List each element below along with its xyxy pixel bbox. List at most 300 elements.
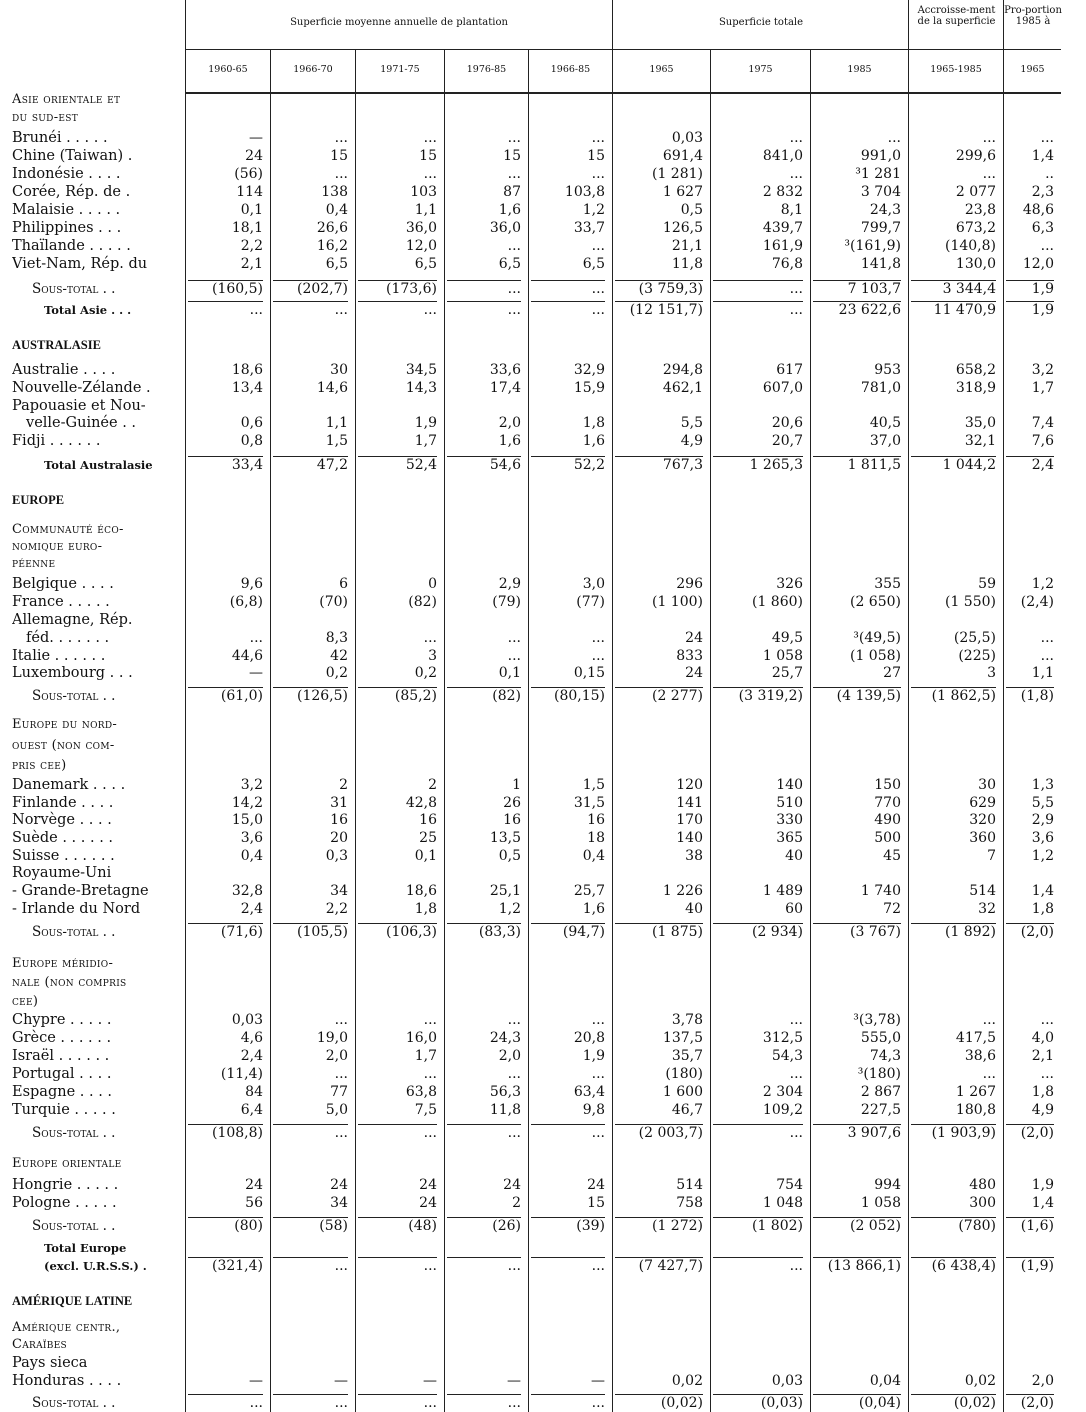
cell-1965: 21,1 (671, 238, 703, 254)
cell-1965: (1,6) (1006, 1217, 1054, 1234)
cell-1985: 2 867 (860, 1084, 901, 1100)
total-row (0, 456, 1086, 474)
cell-1960-65: (11,4) (220, 1066, 263, 1082)
cell-1966-70: 2 (339, 777, 348, 793)
group-row (0, 1155, 1086, 1173)
group-row (0, 955, 1086, 973)
region-row (0, 336, 1086, 354)
cell-1965-1985: (1 903,9) (911, 1124, 996, 1141)
cell-1966-85: 103,8 (564, 184, 605, 200)
cell-1966-85: ... (591, 238, 605, 254)
cell-1965-1985: 629 (969, 795, 996, 811)
cell-1965: 1,1 (1031, 665, 1054, 681)
cell-1975: 76,8 (771, 256, 803, 272)
cell-1966-70: (58) (273, 1217, 348, 1234)
cell-1975: ... (789, 1066, 803, 1082)
cell-1965: 5,5 (680, 415, 703, 431)
cell-1965-1985: 417,5 (955, 1030, 996, 1046)
table-row (0, 864, 1086, 882)
cell-1971-75: ... (358, 1394, 437, 1411)
subtotal-row (0, 1394, 1086, 1412)
row-label: Espagne . . . . (12, 1084, 113, 1100)
row-label: ouest (non com- (12, 738, 115, 753)
row-label: Nouvelle-Zélande . (12, 380, 151, 396)
cell-1966-70: 0,2 (325, 665, 348, 681)
cell-1965: 46,7 (671, 1102, 703, 1118)
cell-1960-65: ... (249, 630, 263, 646)
cell-1966-85: 1,6 (582, 433, 605, 449)
row-label: Philippines . . . (12, 220, 122, 236)
cell-1966-70: 34 (330, 1195, 348, 1211)
cell-1966-70: ... (273, 301, 348, 318)
cell-1966-85: ... (591, 166, 605, 182)
row-label: Portugal . . . . (12, 1066, 112, 1082)
cell-1965: 1 600 (662, 1084, 703, 1100)
cell-1966-85: 20,8 (573, 1030, 605, 1046)
cell-1966-85: 15 (587, 148, 605, 164)
cell-1966-70: 2,0 (325, 1048, 348, 1064)
cell-1965-1985: (1 892) (911, 923, 996, 940)
cell-1985: ³(49,5) (853, 630, 901, 646)
cell-1966-70: (70) (319, 594, 348, 610)
table-row (0, 1029, 1086, 1047)
cell-1976-85: ... (507, 1066, 521, 1082)
row-label: nomique euro- (12, 539, 103, 554)
group-row (0, 91, 1086, 109)
cell-1960-65: 2,2 (240, 238, 263, 254)
cell-1966-85: ... (591, 1066, 605, 1082)
cell-1985: (3 767) (813, 923, 901, 940)
cell-1965: 0,5 (680, 202, 703, 218)
cell-1985: (2 650) (849, 594, 901, 610)
cell-1971-75: 1,8 (414, 901, 437, 917)
total-row (0, 1239, 1086, 1257)
cell-1966-70: 15 (330, 148, 348, 164)
cell-1985: 770 (874, 795, 901, 811)
cell-1965-1985: 299,6 (955, 148, 996, 164)
cell-1971-75: 34,5 (405, 362, 437, 378)
cell-1971-75: 0,1 (414, 848, 437, 864)
cell-1966-85: 1,6 (582, 901, 605, 917)
row-label: Indonésie . . . . (12, 166, 121, 182)
cell-1971-75: 25 (419, 830, 437, 846)
cell-1976-85: 6,5 (498, 256, 521, 272)
cell-1965: (7 427,7) (615, 1257, 703, 1274)
cell-1966-70: 0,4 (325, 202, 348, 218)
row-label: Belgique . . . . (12, 576, 114, 592)
cell-1966-70: 1,1 (325, 415, 348, 431)
cell-1965-1985: 0,02 (964, 1373, 996, 1389)
cell-1976-85: 1,6 (498, 433, 521, 449)
cell-1976-85: 11,8 (489, 1102, 521, 1118)
row-label: Thaïlande . . . . . (12, 238, 131, 254)
cell-1966-85: 31,5 (573, 795, 605, 811)
column-header: 1975 (748, 64, 773, 75)
cell-1966-70: 0,3 (325, 848, 348, 864)
cell-1965-1985: 59 (978, 576, 996, 592)
cell-1976-85: 0,5 (498, 848, 521, 864)
table-row (0, 664, 1086, 682)
cell-1966-70: 2,2 (325, 901, 348, 917)
cell-1965-1985: (780) (911, 1217, 996, 1234)
cell-1965-1985: 360 (969, 830, 996, 846)
cell-1965: 3,6 (1031, 830, 1054, 846)
cell-1960-65: 3,2 (240, 777, 263, 793)
cell-1966-85: ... (531, 280, 605, 297)
cell-1960-65: ... (188, 1394, 263, 1411)
cell-1965: 1,8 (1031, 901, 1054, 917)
cell-1966-85: 16 (587, 812, 605, 828)
row-label: Italie . . . . . . (12, 648, 106, 664)
cell-1975: ... (789, 130, 803, 146)
row-label: - Irlande du Nord (12, 901, 141, 917)
cell-1966-85: 15,9 (573, 380, 605, 396)
row-label: Sous-total . . (32, 281, 116, 297)
cell-1966-70: 5,0 (325, 1102, 348, 1118)
cell-1965: 1 627 (662, 184, 703, 200)
cell-1976-85: (82) (447, 687, 521, 704)
cell-1965-1985: 35,0 (964, 415, 996, 431)
cell-1971-75: 24 (419, 1195, 437, 1211)
cell-1966-85: (39) (531, 1217, 605, 1234)
cell-1965: 296 (676, 576, 703, 592)
cell-1971-75: 0,2 (414, 665, 437, 681)
cell-1985: 74,3 (869, 1048, 901, 1064)
cell-1976-85: 26 (503, 795, 521, 811)
cell-1960-65: 2,4 (240, 1048, 263, 1064)
cell-1965: 6,3 (1031, 220, 1054, 236)
cell-1985: 555,0 (860, 1030, 901, 1046)
cell-1965-1985: (1 550) (944, 594, 996, 610)
cell-1966-70: 8,3 (325, 630, 348, 646)
cell-1966-85: ... (591, 630, 605, 646)
cell-1971-75: 7,5 (414, 1102, 437, 1118)
group-row (0, 716, 1086, 734)
cell-1975: 312,5 (762, 1030, 803, 1046)
group-row (0, 1336, 1086, 1354)
cell-1975: 109,2 (762, 1102, 803, 1118)
cell-1966-70: 6 (339, 576, 348, 592)
table-row (0, 1011, 1086, 1029)
cell-1965-1985: 180,8 (955, 1102, 996, 1118)
row-label: Australie . . . . (12, 362, 116, 378)
cell-1965: (2,0) (1006, 923, 1054, 940)
cell-1965: 1,7 (1031, 380, 1054, 396)
cell-1965: 170 (676, 812, 703, 828)
cell-1976-85: ... (507, 1012, 521, 1028)
cell-1965-1985: ... (982, 1012, 996, 1028)
cell-1965: 1,2 (1031, 848, 1054, 864)
cell-1966-85: ... (531, 1257, 605, 1274)
row-label: Allemagne, Rép. (12, 612, 133, 628)
row-label: AMÉRIQUE LATINE (12, 1294, 133, 1308)
cell-1965: 7,4 (1031, 415, 1054, 431)
cell-1971-75: 52,4 (358, 456, 437, 473)
cell-1966-70: ... (273, 1394, 348, 1411)
table-row (0, 397, 1086, 415)
cell-1985: 953 (874, 362, 901, 378)
row-label: Luxembourg . . . (12, 665, 133, 681)
cell-1965-1985: ... (982, 1066, 996, 1082)
cell-1971-75: 12,0 (405, 238, 437, 254)
table-row (0, 611, 1086, 629)
group-row (0, 993, 1086, 1011)
cell-1965: (180) (665, 1066, 703, 1082)
cell-1966-85: (94,7) (531, 923, 605, 940)
cell-1985: 3 907,6 (813, 1124, 901, 1141)
cell-1966-70: 34 (330, 883, 348, 899)
cell-1960-65: 3,6 (240, 830, 263, 846)
cell-1965: (0,02) (615, 1394, 703, 1411)
cell-1985: ³(3,78) (853, 1012, 901, 1028)
row-label: Sous-total . . (32, 1125, 116, 1141)
cell-1985: 3 704 (860, 184, 901, 200)
cell-1966-70: 30 (330, 362, 348, 378)
cell-1965-1985: 11 470,9 (911, 301, 996, 318)
cell-1966-70: 42 (330, 648, 348, 664)
row-label: Danemark . . . . (12, 777, 126, 793)
cell-1965: 35,7 (671, 1048, 703, 1064)
cell-1985: 227,5 (860, 1102, 901, 1118)
cell-1971-75: 24 (419, 1177, 437, 1193)
cell-1985: 24,3 (869, 202, 901, 218)
cell-1965-1985: 130,0 (955, 256, 996, 272)
cell-1976-85: (26) (447, 1217, 521, 1234)
cell-1965: 514 (676, 1177, 703, 1193)
cell-1975: ... (713, 301, 803, 318)
cell-1965-1985: 300 (969, 1195, 996, 1211)
table-row (0, 593, 1086, 611)
cell-1966-70: 20 (330, 830, 348, 846)
row-label: Europe orientale (12, 1156, 122, 1171)
cell-1960-65: — (249, 130, 263, 146)
cell-1965-1985: 658,2 (955, 362, 996, 378)
cell-1960-65: (61,0) (188, 687, 263, 704)
group-row (0, 109, 1086, 127)
subtotal-row (0, 280, 1086, 298)
row-label: Europe méridio- (12, 956, 114, 971)
cell-1966-70: ... (334, 1012, 348, 1028)
cell-1960-65: 0,4 (240, 848, 263, 864)
table-row (0, 147, 1086, 165)
cell-1965: 0,02 (671, 1373, 703, 1389)
cell-1985: ³(161,9) (844, 238, 901, 254)
cell-1975: (1 860) (751, 594, 803, 610)
cell-1960-65: 0,03 (231, 1012, 263, 1028)
table-row (0, 1101, 1086, 1119)
table-row (0, 1176, 1086, 1194)
cell-1985: 781,0 (860, 380, 901, 396)
region-row (0, 491, 1086, 509)
cell-1965-1985: 32 (978, 901, 996, 917)
cell-1960-65: 0,6 (240, 415, 263, 431)
cell-1975: (0,03) (713, 1394, 803, 1411)
cell-1965: 1,9 (1031, 1177, 1054, 1193)
table-row (0, 647, 1086, 665)
table-row (0, 575, 1086, 593)
cell-1976-85: 15 (503, 148, 521, 164)
cell-1971-75: ... (423, 130, 437, 146)
cell-1985: (4 139,5) (813, 687, 901, 704)
subtotal-row (0, 687, 1086, 705)
cell-1976-85: ... (507, 630, 521, 646)
cell-1965: 1,8 (1031, 1084, 1054, 1100)
cell-1965: (2,4) (1020, 594, 1054, 610)
cell-1976-85: 33,6 (489, 362, 521, 378)
cell-1975: 0,03 (771, 1373, 803, 1389)
cell-1960-65: 15,0 (231, 812, 263, 828)
cell-1971-75: 18,6 (405, 883, 437, 899)
cell-1965-1985: (1 862,5) (911, 687, 996, 704)
cell-1985: 141,8 (860, 256, 901, 272)
header-divider (186, 49, 1061, 50)
region-row (0, 1292, 1086, 1310)
cell-1971-75: (48) (358, 1217, 437, 1234)
cell-1966-70: ... (334, 130, 348, 146)
cell-1975: ... (789, 1012, 803, 1028)
cell-1966-85: 52,2 (531, 456, 605, 473)
row-label: Pologne . . . . . (12, 1195, 117, 1211)
cell-1965-1985: 514 (969, 883, 996, 899)
cell-1965: 12,0 (1022, 256, 1054, 272)
cell-1966-85: ... (531, 1124, 605, 1141)
row-label: Total Australasie (44, 458, 153, 472)
cell-1976-85: ... (507, 166, 521, 182)
cell-1975: 439,7 (762, 220, 803, 236)
cell-1965: ... (1040, 130, 1054, 146)
cell-1975: ... (713, 280, 803, 297)
column-header: 1976-85 (466, 64, 507, 75)
cell-1966-70: 31 (330, 795, 348, 811)
cell-1960-65: 18,1 (231, 220, 263, 236)
cell-1985: 490 (874, 812, 901, 828)
cell-1975: (3 319,2) (713, 687, 803, 704)
cell-1975: (1 802) (713, 1217, 803, 1234)
cell-1985: (13 866,1) (813, 1257, 901, 1274)
cell-1985: 0,04 (869, 1373, 901, 1389)
cell-1960-65: 44,6 (231, 648, 263, 664)
cell-1976-85: ... (447, 301, 521, 318)
cell-1976-85: 56,3 (489, 1084, 521, 1100)
cell-1965-1985: 30 (978, 777, 996, 793)
cell-1965: 294,8 (662, 362, 703, 378)
cell-1966-85: 24 (587, 1177, 605, 1193)
cell-1965-1985: 480 (969, 1177, 996, 1193)
table-row (0, 776, 1086, 794)
cell-1965: 2,9 (1031, 812, 1054, 828)
cell-1960-65: 2,4 (240, 901, 263, 917)
cell-1965: 2,0 (1031, 1373, 1054, 1389)
row-label: cee) (12, 994, 39, 1009)
row-label: Hongrie . . . . . (12, 1177, 119, 1193)
cell-1965: 48,6 (1022, 202, 1054, 218)
row-label: nale (non compris (12, 975, 127, 990)
cell-1966-70: 14,6 (316, 380, 348, 396)
row-label: Caraïbes (12, 1337, 68, 1352)
cell-1965-1985: 320 (969, 812, 996, 828)
table-row (0, 794, 1086, 812)
row-label: Asie orientale et (12, 92, 121, 107)
cell-1975: 161,9 (762, 238, 803, 254)
table-row (0, 432, 1086, 450)
cell-1976-85: ... (447, 1257, 521, 1274)
cell-1985: 7 103,7 (813, 280, 901, 297)
group-row (0, 737, 1086, 755)
cell-1966-70: 16 (330, 812, 348, 828)
cell-1960-65: 56 (245, 1195, 263, 1211)
cell-1965: (1 100) (651, 594, 703, 610)
header-proportion: Pro-portion 1985 à (1004, 5, 1062, 27)
cell-1966-85: ... (591, 130, 605, 146)
cell-1960-65: (71,6) (188, 923, 263, 940)
cell-1976-85: 1 (512, 777, 521, 793)
row-label: Sous-total . . (32, 924, 116, 940)
cell-1975: 20,6 (771, 415, 803, 431)
cell-1971-75: ... (423, 1066, 437, 1082)
table-row (0, 183, 1086, 201)
cell-1976-85: (79) (492, 594, 521, 610)
cell-1985: 1 811,5 (813, 456, 901, 473)
cell-1965-1985: 2 077 (955, 184, 996, 200)
cell-1965: 4,0 (1031, 1030, 1054, 1046)
group-row (0, 757, 1086, 775)
cell-1966-70: (126,5) (273, 687, 348, 704)
total-row (0, 1257, 1086, 1275)
cell-1975: 326 (776, 576, 803, 592)
cell-1965: 1,2 (1031, 576, 1054, 592)
cell-1965: 40 (685, 901, 703, 917)
cell-1975: 841,0 (762, 148, 803, 164)
cell-1965: 120 (676, 777, 703, 793)
cell-1965: (2 003,7) (615, 1124, 703, 1141)
cell-1966-70: 77 (330, 1084, 348, 1100)
cell-1975: ... (713, 1124, 803, 1141)
cell-1966-70: ... (334, 1066, 348, 1082)
cell-1976-85: 24 (503, 1177, 521, 1193)
cell-1971-75: ... (423, 1012, 437, 1028)
cell-1971-75: 2 (428, 777, 437, 793)
cell-1966-70: ... (273, 1124, 348, 1141)
cell-1965: 2,3 (1031, 184, 1054, 200)
table-row (0, 1194, 1086, 1212)
group-row (0, 555, 1086, 573)
cell-1976-85: (83,3) (447, 923, 521, 940)
table-row (0, 379, 1086, 397)
row-label: (excl. U.R.S.S.) . (44, 1259, 147, 1273)
cell-1965: ... (1040, 630, 1054, 646)
group-row (0, 538, 1086, 556)
row-label: Chine (Taiwan) . (12, 148, 133, 164)
cell-1966-70: 138 (321, 184, 348, 200)
cell-1985: 355 (874, 576, 901, 592)
table-row (0, 361, 1086, 379)
cell-1985: 45 (883, 848, 901, 864)
cell-1965-1985: (225) (958, 648, 996, 664)
row-label: Communauté éco- (12, 522, 124, 537)
cell-1960-65: (108,8) (188, 1124, 263, 1141)
row-label: Europe du nord- (12, 717, 118, 732)
row-label: velle-Guinée . . (26, 415, 137, 431)
cell-1971-75: (82) (408, 594, 437, 610)
cell-1976-85: ... (447, 280, 521, 297)
cell-1966-85: 15 (587, 1195, 605, 1211)
cell-1985: 40,5 (869, 415, 901, 431)
cell-1965: 141 (676, 795, 703, 811)
cell-1971-75: 42,8 (405, 795, 437, 811)
cell-1971-75: 3 (428, 648, 437, 664)
cell-1985: 150 (874, 777, 901, 793)
cell-1971-75: 16 (419, 812, 437, 828)
